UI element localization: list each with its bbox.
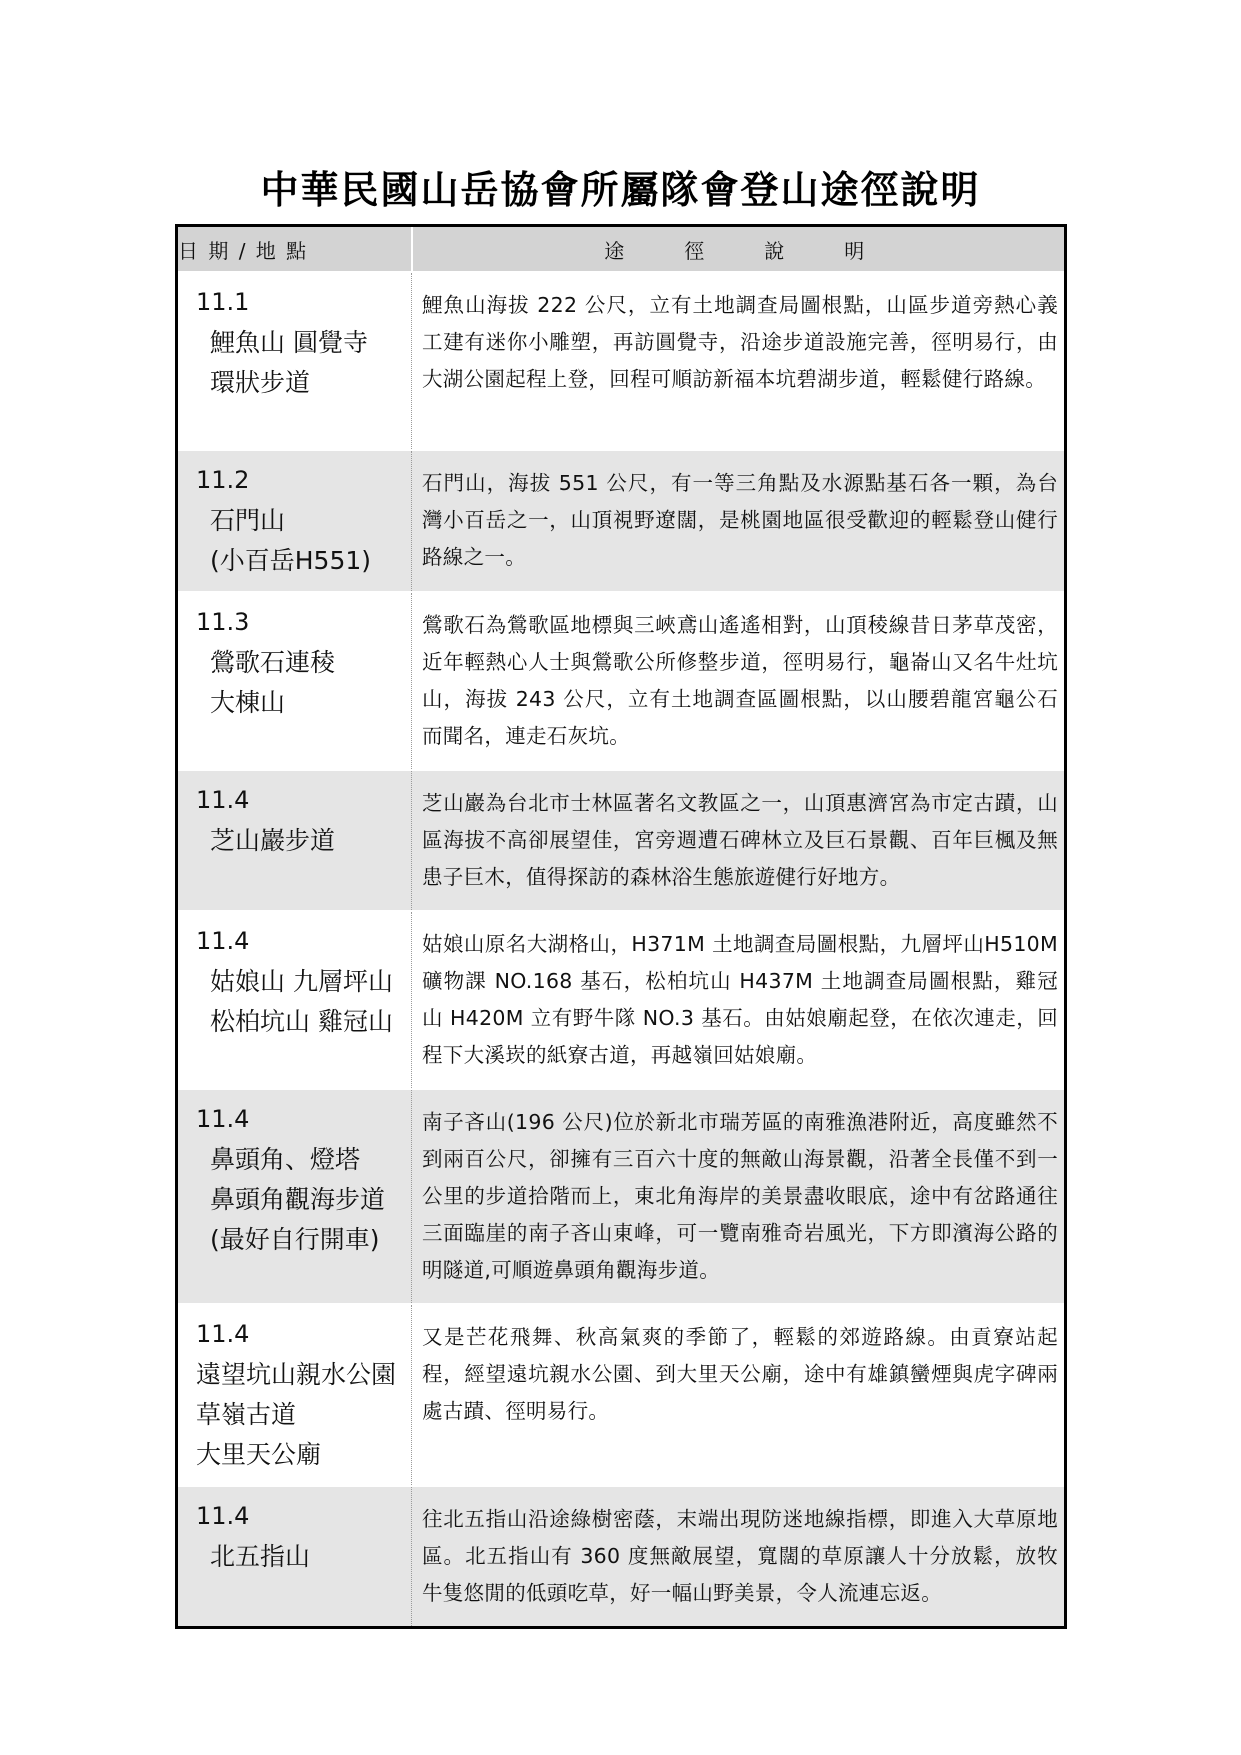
date-place-cell [177, 450, 412, 592]
table-row [177, 1089, 1066, 1304]
header-date-place: 日 期 / 地 點 [177, 226, 412, 273]
description-cell [412, 272, 1066, 450]
route-description: 又是芒花飛舞、秋高氣爽的季節了，輕鬆的郊遊路線。由貢寮站起程，經望遠坑親水公園、到大里天公廟，途中有雄鎮蠻煙與虎字碑兩處古蹟、徑明易行。 [422, 1325, 1058, 1423]
route-place: 遠望坑山親水公園 [196, 1360, 397, 1389]
table-header-row [177, 226, 1066, 273]
route-description: 鯉魚山海拔 222 公尺，立有土地調查局圖根點，山區步道旁熱心義工建有迷你小雕塑，再訪圓覺寺，沿途步道設施完善，徑明易行，由大湖公園起程上登，回程可順訪新福本坑碧湖步道，輕鬆健行路線。 [422, 293, 1058, 391]
route-description: 南子吝山(196 公尺)位於新北市瑞芳區的南雅漁港附近，高度雖然不到兩百公尺，卻擁有三百六十度的無敵山海景觀，沿著全長僅不到一公里的步道拾階而上，東北角海岸的美景盡收眼底，途中有岔路通往三面臨崖的南子吝山東峰，可一覽南雅奇岩風光，下方即濱海公路的明隧道,可順遊鼻頭角觀海步道。 [422, 1110, 1058, 1282]
route-place: (最好自行開車) [210, 1225, 380, 1254]
date-place-cell [177, 1089, 412, 1304]
description-cell [412, 1304, 1066, 1486]
route-place: 石門山 [210, 506, 286, 535]
route-place: 鯉魚山 圓覺寺 [210, 328, 368, 357]
route-date: 11.4 [196, 786, 250, 814]
route-description: 鶯歌石為鶯歌區地標與三峽鳶山遙遙相對，山頂稜線昔日茅草茂密，近年輕熱心人士與鶯歌公所修整步道，徑明易行，龜崙山又名牛灶坑山，海拔 243 公尺，立有土地調查區圖根點，以山腰碧龍宮龜公石而聞名，連走石灰坑。 [422, 613, 1058, 748]
route-description: 往北五指山沿途綠樹密蔭，末端出現防迷地線指標，即進入大草原地區。北五指山有 360 度無敵展望，寬闊的草原讓人十分放鬆，放牧牛隻悠閒的低頭吃草，好一幅山野美景，令人流連忘返。 [422, 1507, 1058, 1605]
header-desc-char: 說 [764, 238, 793, 263]
date-place-cell [177, 592, 412, 770]
route-date: 11.4 [196, 927, 250, 955]
route-place: 芝山巖步道 [210, 826, 336, 855]
header-description [412, 226, 1066, 273]
date-place-cell [177, 1486, 412, 1628]
route-table [175, 224, 1067, 1629]
description-cell [412, 911, 1066, 1089]
header-desc-char: 明 [844, 238, 873, 263]
date-place-cell [177, 911, 412, 1089]
route-place: 松柏坑山 雞冠山 [210, 1007, 393, 1036]
table-row [177, 770, 1066, 911]
date-place-cell [177, 1304, 412, 1486]
description-cell [412, 1089, 1066, 1304]
route-place: 大棟山 [210, 688, 286, 717]
route-date: 11.4 [196, 1502, 250, 1530]
table-row [177, 592, 1066, 770]
route-place: 姑娘山 九層坪山 [210, 967, 393, 996]
page-title: 中華民國山岳協會所屬隊會登山途徑說明 [260, 168, 981, 212]
route-place: 鼻頭角觀海步道 [210, 1185, 386, 1214]
route-place: 大里天公廟 [196, 1440, 322, 1469]
route-place: 草嶺古道 [196, 1400, 297, 1429]
description-cell [412, 592, 1066, 770]
route-place: 鶯歌石連稜 [210, 648, 336, 677]
route-date: 11.1 [196, 288, 250, 316]
description-cell [412, 770, 1066, 911]
route-description: 石門山，海拔 551 公尺，有一等三角點及水源點基石各一顆，為台灣小百岳之一，山頂視野遼闊，是桃園地區很受歡迎的輕鬆登山健行路線之一。 [422, 471, 1058, 569]
route-description: 姑娘山原名大湖格山，H371M 土地調查局圖根點，九層坪山H510M 礦物課 NO.168 基石，松柏坑山 H437M 土地調查局圖根點，雞冠山 H420M 立有野牛隊 NO.3 基石。由姑娘廟起登，在依次連走，回程下大溪崁的紙寮古道，再越嶺回姑娘廟。 [422, 932, 1058, 1067]
header-desc-char: 途 [604, 238, 633, 263]
route-description: 芝山巖為台北市士林區著名文教區之一，山頂惠濟宮為市定古蹟，山區海拔不高卻展望佳，宮旁週遭石碑林立及巨石景觀、百年巨楓及無患子巨木，值得探訪的森林浴生態旅遊健行好地方。 [422, 791, 1058, 889]
route-place: (小百岳H551) [210, 546, 372, 575]
table-row [177, 911, 1066, 1089]
route-place: 北五指山 [210, 1542, 311, 1571]
description-cell [412, 450, 1066, 592]
route-date: 11.4 [196, 1105, 250, 1133]
table-row [177, 1486, 1066, 1628]
table-row [177, 1304, 1066, 1486]
route-date: 11.3 [196, 608, 250, 636]
table-row [177, 272, 1066, 450]
table-row [177, 450, 1066, 592]
description-cell [412, 1486, 1066, 1628]
date-place-cell [177, 272, 412, 450]
route-date: 11.2 [196, 466, 250, 494]
route-place: 環狀步道 [210, 368, 311, 397]
route-date: 11.4 [196, 1320, 250, 1348]
date-place-cell [177, 770, 412, 911]
route-place: 鼻頭角、燈塔 [210, 1145, 361, 1174]
header-desc-char: 徑 [684, 238, 713, 263]
